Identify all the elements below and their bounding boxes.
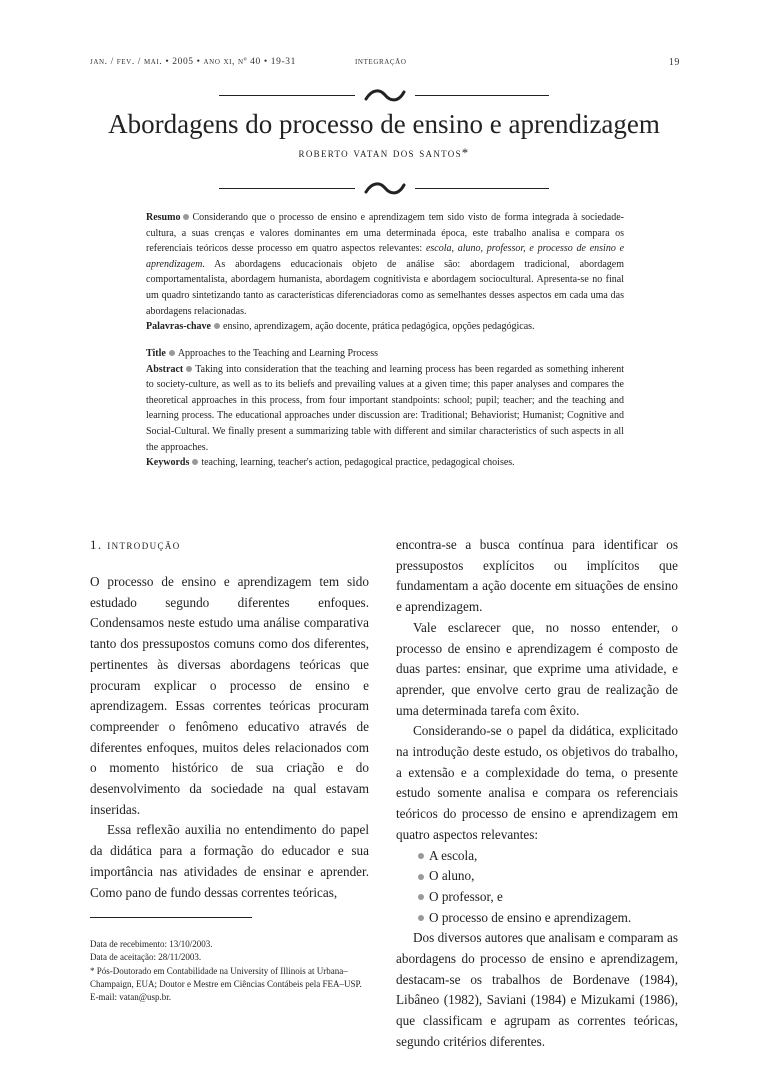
footnotes (90, 938, 380, 1004)
bullet-icon (418, 853, 424, 859)
bullet-icon (169, 350, 175, 356)
tilde-ornament-icon (360, 179, 410, 199)
article-title: Abordagens do processo de ensino e aprendizagem (108, 109, 660, 139)
running-head (90, 57, 680, 71)
tilde-ornament-icon (360, 86, 410, 106)
palavras-chave-text: ensino, aprendizagem, ação docente, prática pedagógica, opções pedagógicas. (223, 321, 535, 333)
list-item (396, 846, 678, 867)
body-paragraph: Essa reflexão auxilia no entendimento do papel da didática para a formação do educador e sua importância nas atividades de ensinar e aprender. Como pano de fundo dessas correntes teóricas, (90, 822, 369, 900)
received-date: Data de recebimento: 13/10/2003. (90, 939, 213, 949)
resumo-label: Resumo (146, 212, 181, 223)
ornament-rule-right (415, 95, 549, 96)
keywords-line (146, 455, 624, 471)
bullet-icon (418, 915, 424, 921)
accepted-date: Data de aceitação: 28/11/2003. (90, 952, 202, 963)
english-abstract-block (146, 346, 624, 471)
resumo-text-b: . As abordagens educacionais objeto de análise são: abordagem tradicional, abordagem comportamentalista, abordagem humanista, abordagem cognitivista e abordagem sociocultural. Apresenta-se no final um quadro sintetizando tanto as características diferenciadoras como as semelhantes desses aspectos em cada uma das abordagens relacionadas. (146, 258, 624, 317)
bullet-icon (418, 894, 424, 900)
bullet-icon (418, 874, 424, 880)
footnote-rule (90, 917, 252, 918)
body-paragraph: Dos diversos autores que analisam e comparam as abordagens do processo de ensino e aprendizagem, destacam-se os trabalhos de Bordenave (1984), Libâneo (1982), Saviani (1984) e Mizukami (1986), que classificam e agrupam as correntes teóricas, segundo critérios diferentes. (396, 930, 678, 1049)
author-bio: * Pós-Doutorado em Contabilidade na University of Illinois at Urbana–Champaign, EUA; Doutor e Mestre em Ciências Contábeis pela FEA–USP. (90, 965, 362, 989)
list-item (396, 908, 678, 929)
keywords-label: Keywords (146, 457, 190, 469)
page-number: 19 (668, 57, 680, 68)
palavras-chave-line (146, 319, 624, 335)
english-title: Approaches to the Teaching and Learning Process (177, 348, 378, 359)
right-column (396, 535, 678, 1053)
ornament-rule-left (219, 95, 355, 96)
english-abstract-paragraph (146, 362, 624, 456)
author-email: E-mail: vatan@usp.br. (90, 992, 172, 1003)
bullet-icon (214, 323, 220, 329)
title-ornament-top (219, 86, 549, 106)
bullet-icon (183, 214, 189, 220)
resumo-paragraph (146, 210, 624, 319)
list-item (396, 866, 678, 887)
body-paragraph: Considerando-se o papel da didática, explicitado na introdução deste estudo, os objetivos do trabalho, a extensão e a complexidade do tema, o presente estudo somente analisa e compara os referenciais teóricos do processo de ensino e aprendizagem em quatro aspectos relevantes: (396, 723, 678, 842)
abstract-text: Taking into consideration that the teaching and learning process has been regarded as something inherent to society-culture, as well as to its beliefs and prevailing values at a given time; this paper analyses and compares the theoretical approaches in this process, from four important standpoints: school; pupil; teacher; and the teaching and learning process. The educational approaches under discussion are: Traditional; Behaviorist; Humanist; Cognitive and Social-Cultural. We finally present a summarizing table with different and similar characteristics of such aspects in all the approaches. (146, 363, 624, 453)
resumo-block (146, 210, 624, 335)
journal-name: integração (355, 57, 407, 67)
list-item (396, 887, 678, 908)
english-title-label: Title (146, 348, 166, 359)
title-ornament-bottom (219, 179, 549, 199)
list-item-text: A escola, (429, 847, 478, 863)
bullet-icon (192, 459, 198, 465)
body-paragraph: encontra-se a busca contínua para identificar os pressupostos explícitos ou implícitos que fundamentam a ação docente em situações de ensino e aprendizagem. (396, 537, 678, 615)
english-title-line (146, 346, 624, 362)
list-item-text: O aluno, (429, 868, 475, 884)
bullet-icon (186, 366, 192, 372)
list-item-text: O processo de ensino e aprendizagem. (429, 909, 632, 925)
list-item-text: O professor, e (429, 888, 503, 904)
issue-info: jan. / fev. / mai. • 2005 • ano xi, nº 40 • 19-31 (90, 57, 296, 67)
ornament-rule-left (219, 188, 355, 189)
resumo-text-italic: escola, aluno, professor, e processo de ensino e aprendizagem (146, 243, 625, 270)
section-heading: 1. introdução (90, 537, 181, 552)
keywords-text: teaching, learning, teacher's action, pedagogical practice, pedagogical choises. (201, 457, 515, 469)
body-paragraph: O processo de ensino e aprendizagem tem sido estudado segundo diferentes enfoques. Condensamos neste estudo uma análise comparativa tanto dos pressupostos comuns como dos diferentes, pertinentes às diversas abordagens teóricas que procuram explicar o processo de ensino e aprendizagem. Essas correntes teóricas procuram compreender o fenômeno educativo através de diferentes enfoques, muitos deles relacionados com o momento histórico de sua criação e do desenvolvimento da sociedade na qual estavam inseridas. (90, 574, 369, 817)
left-column (90, 572, 369, 903)
abstract-label: Abstract (146, 363, 184, 375)
palavras-chave-label: Palavras-chave (146, 321, 211, 333)
article-author: roberto vatan dos santos* (298, 146, 470, 160)
resumo-text-a: Considerando que o processo de ensino e aprendizagem tem sido visto de forma integrada à sociedade-cultura, a suas crenças e valores dominantes em uma determinada época, este trabalho analisa e compara os referenciais teóricos desse processo em quatro aspectos relevantes: (146, 212, 624, 255)
body-paragraph: Vale esclarecer que, no nosso entender, o processo de ensino e aprendizagem é composto de duas partes: ensinar, que exprime uma atividade, e aprender, que envolve certo grau de realização de uma determinada tarefa com êxito. (396, 619, 678, 718)
ornament-rule-right (415, 188, 549, 189)
